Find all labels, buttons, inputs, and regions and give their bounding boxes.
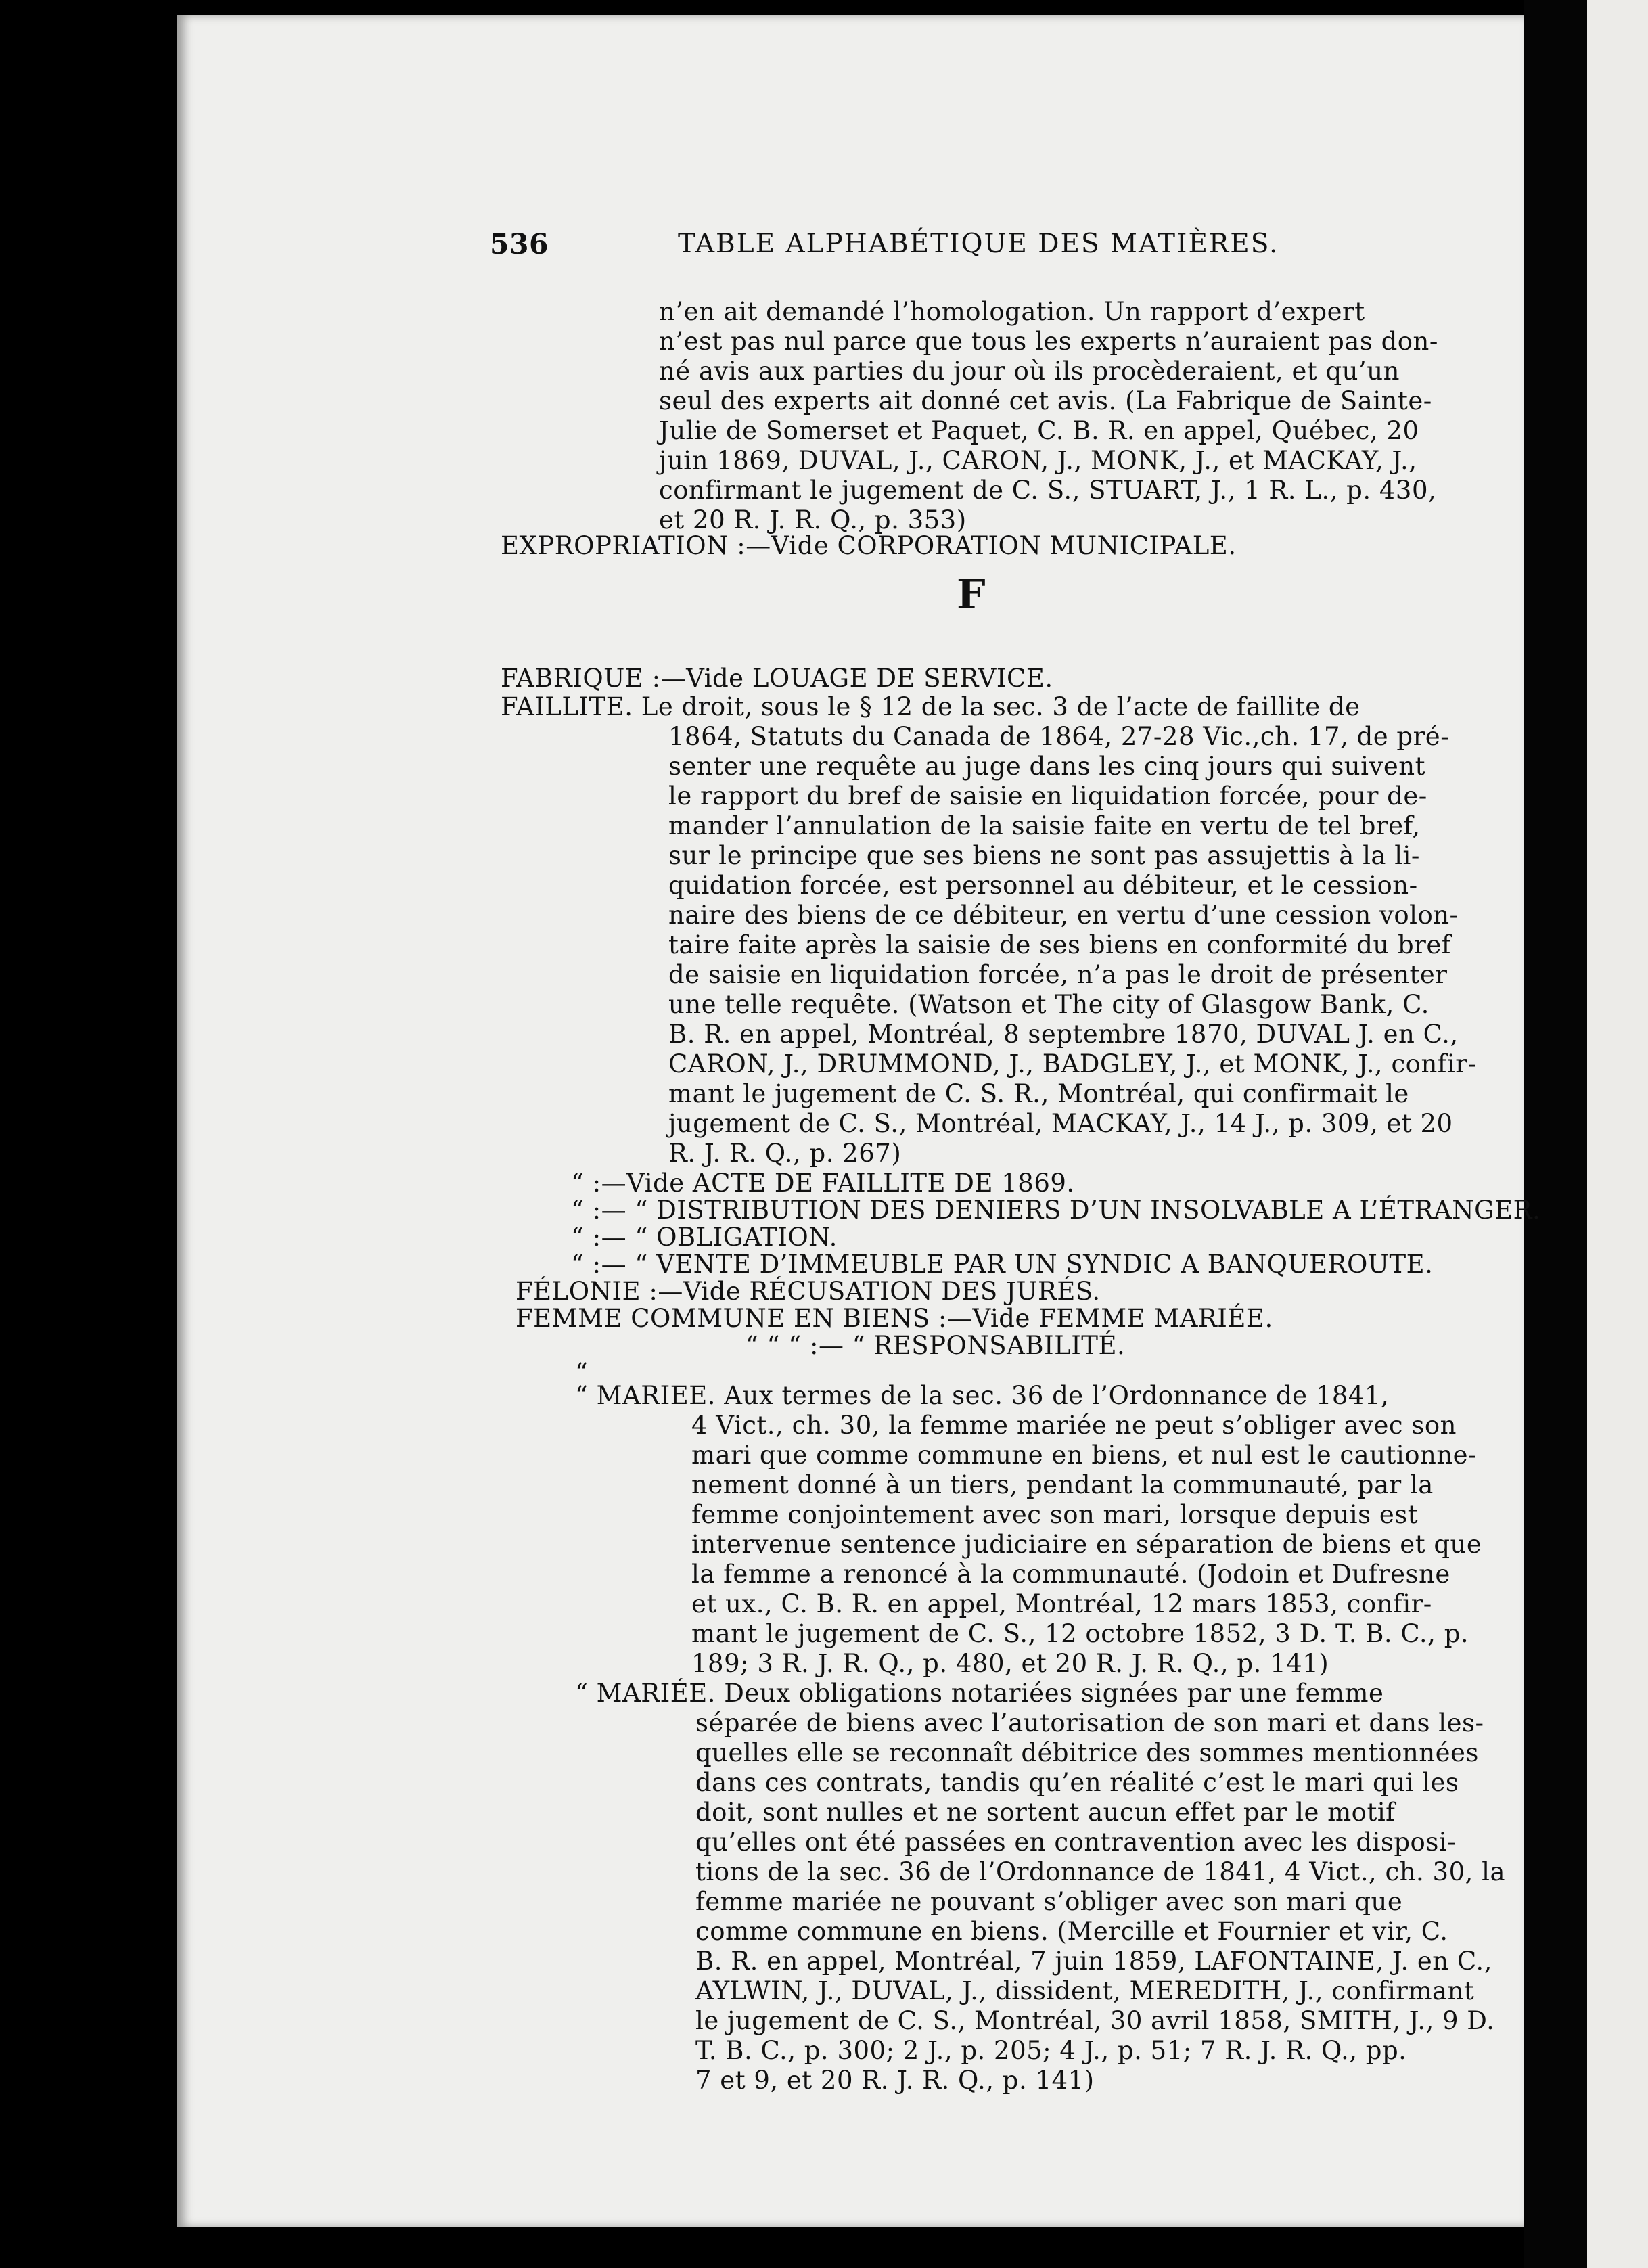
text-line: femme mariée ne pouvant s’obliger avec son mari que — [695, 1887, 1403, 1916]
text-line: quidation forcée, est personnel au débiteur, et le cession- — [668, 871, 1418, 900]
text-line: Julie de Somerset et Paquet, C. B. R. en appel, Québec, 20 — [659, 416, 1419, 445]
text-line: 4 Vict., ch. 30, la femme mariée ne peut s’obliger avec son — [691, 1411, 1457, 1440]
text-line: mant le jugement de C. S. R., Montréal, qui confirmait le — [668, 1079, 1409, 1108]
text-line: mant le jugement de C. S., 12 octobre 1852, 3 D. T. B. C., p. — [691, 1619, 1469, 1648]
text-line: mander l’annulation de la saisie faite en vertu de tel bref, — [668, 811, 1421, 840]
ditto-mark: “ — [575, 1358, 589, 1387]
entry-fabrique: FABRIQUE :—Vide LOUAGE DE SERVICE. — [501, 664, 1053, 693]
text-line: naire des biens de ce débiteur, en vertu d’une cession volon- — [668, 901, 1459, 930]
entry-femme-commune: FEMME COMMUNE EN BIENS :—Vide FEMME MARIÉE. — [516, 1304, 1273, 1333]
text-line: AYLWIN, J., DUVAL, J., dissident, MEREDITH, J., confirmant — [695, 1976, 1475, 2005]
page-number: 536 — [490, 228, 549, 260]
entry-faillite: FAILLITE. Le droit, sous le § 12 de la sec. 3 de l’acte de faillite de — [501, 692, 1360, 721]
text-line: B. R. en appel, Montréal, 8 septembre 1870, DUVAL J. en C., — [668, 1020, 1459, 1049]
text-line: né avis aux parties du jour où ils procèderaient, et qu’un — [659, 357, 1400, 386]
cross-reference: “ :— “ OBLIGATION. — [571, 1223, 838, 1252]
text-line: juin 1869, DUVAL, J., CARON, J., MONK, J., et MACKAY, J., — [659, 446, 1417, 475]
text-line: quelles elle se reconnaît débitrice des sommes mentionnées — [695, 1738, 1479, 1767]
entry-mariee: “ MARIEE. Aux termes de la sec. 36 de l’Ordonnance de 1841, — [575, 1381, 1390, 1410]
text-line: qu’elles ont été passées en contravention avec les disposi- — [695, 1828, 1457, 1857]
text-line: la femme a renoncé à la communauté. (Jodoin et Dufresne — [691, 1560, 1450, 1589]
text-line: le jugement de C. S., Montréal, 30 avril 1858, SMITH, J., 9 D. — [695, 2006, 1495, 2035]
text-line: intervenue sentence judiciaire en séparation de biens et que — [691, 1530, 1482, 1559]
cross-reference: “ “ “ :— “ RESPONSABILITÉ. — [746, 1331, 1126, 1360]
text-line: nement donné à un tiers, pendant la communauté, par la — [691, 1470, 1434, 1499]
text-line: comme commune en biens. (Mercille et Fournier et vir, C. — [695, 1917, 1448, 1946]
text-line: dans ces contrats, tandis qu’en réalité c’est le mari qui les — [695, 1768, 1459, 1797]
entry-mariee: “ MARIÉE. Deux obligations notariées signées par une femme — [575, 1679, 1384, 1708]
book-page — [177, 15, 1541, 2227]
text-line: femme conjointement avec son mari, lorsque depuis est — [691, 1500, 1419, 1529]
text-line: confirmant le jugement de C. S., STUART, J., 1 R. L., p. 430, — [659, 476, 1437, 505]
entry-expropriation: EXPROPRIATION :—Vide CORPORATION MUNICIPALE. — [501, 531, 1237, 560]
text-line: jugement de C. S., Montréal, MACKAY, J., 14 J., p. 309, et 20 — [668, 1109, 1453, 1138]
text-line: T. B. C., p. 300; 2 J., p. 205; 4 J., p. 51; 7 R. J. R. Q., pp. — [695, 2036, 1407, 2065]
scan-gutter-shadow — [1524, 0, 1587, 2268]
cross-reference: “ :—Vide ACTE DE FAILLITE DE 1869. — [571, 1169, 1075, 1198]
running-title: TABLE ALPHABÉTIQUE DES MATIÈRES. — [678, 229, 1279, 259]
text-line: tions de la sec. 36 de l’Ordonnance de 1841, 4 Vict., ch. 30, la — [695, 1857, 1506, 1886]
text-line: 189; 3 R. J. R. Q., p. 480, et 20 R. J. R. Q., p. 141) — [691, 1649, 1329, 1678]
text-line: senter une requête au juge dans les cinq jours qui suivent — [668, 752, 1425, 781]
text-line: séparée de biens avec l’autorisation de son mari et dans les- — [695, 1708, 1484, 1738]
text-line: et 20 R. J. R. Q., p. 353) — [659, 505, 967, 535]
text-line: taire faite après la saisie de ses biens en conformité du bref — [668, 930, 1451, 959]
text-line: de saisie en liquidation forcée, n’a pas le droit de présenter — [668, 960, 1448, 989]
text-line: sur le principe que ses biens ne sont pas assujettis à la li- — [668, 841, 1420, 870]
cross-reference: “ :— “ VENTE D’IMMEUBLE PAR UN SYNDIC A BANQUEROUTE. — [571, 1250, 1434, 1279]
section-letter: F — [957, 571, 986, 618]
text-line: doit, sont nulles et ne sortent aucun effet par le motif — [695, 1798, 1396, 1827]
text-line: le rapport du bref de saisie en liquidation forcée, pour de- — [668, 781, 1427, 811]
text-line: mari que comme commune en biens, et nul est le cautionne- — [691, 1441, 1478, 1470]
text-line: seul des experts ait donné cet avis. (La Fabrique de Sainte- — [659, 386, 1432, 415]
text-line: n’en ait demandé l’homologation. Un rapport d’expert — [659, 297, 1365, 326]
text-line: 1864, Statuts du Canada de 1864, 27-28 Vic.,ch. 17, de pré- — [668, 722, 1450, 751]
text-line: R. J. R. Q., p. 267) — [668, 1139, 902, 1168]
text-line: B. R. en appel, Montréal, 7 juin 1859, LAFONTAINE, J. en C., — [695, 1947, 1492, 1976]
text-line: n’est pas nul parce que tous les experts n’auraient pas don- — [659, 327, 1438, 356]
text-line: CARON, J., DRUMMOND, J., BADGLEY, J., et MONK, J., confir- — [668, 1049, 1477, 1079]
cross-reference: “ :— “ DISTRIBUTION DES DENIERS D’UN INSOLVABLE A L’ÉTRANGER. — [571, 1196, 1541, 1225]
text-line: une telle requête. (Watson et The city of Glasgow Bank, C. — [668, 990, 1429, 1019]
text-line: 7 et 9, et 20 R. J. R. Q., p. 141) — [695, 2066, 1095, 2095]
entry-felonie: FÉLONIE :—Vide RÉCUSATION DES JURÉS. — [516, 1277, 1101, 1306]
adjacent-page-edge — [1587, 0, 1648, 2268]
text-line: et ux., C. B. R. en appel, Montréal, 12 mars 1853, confir- — [691, 1589, 1432, 1618]
